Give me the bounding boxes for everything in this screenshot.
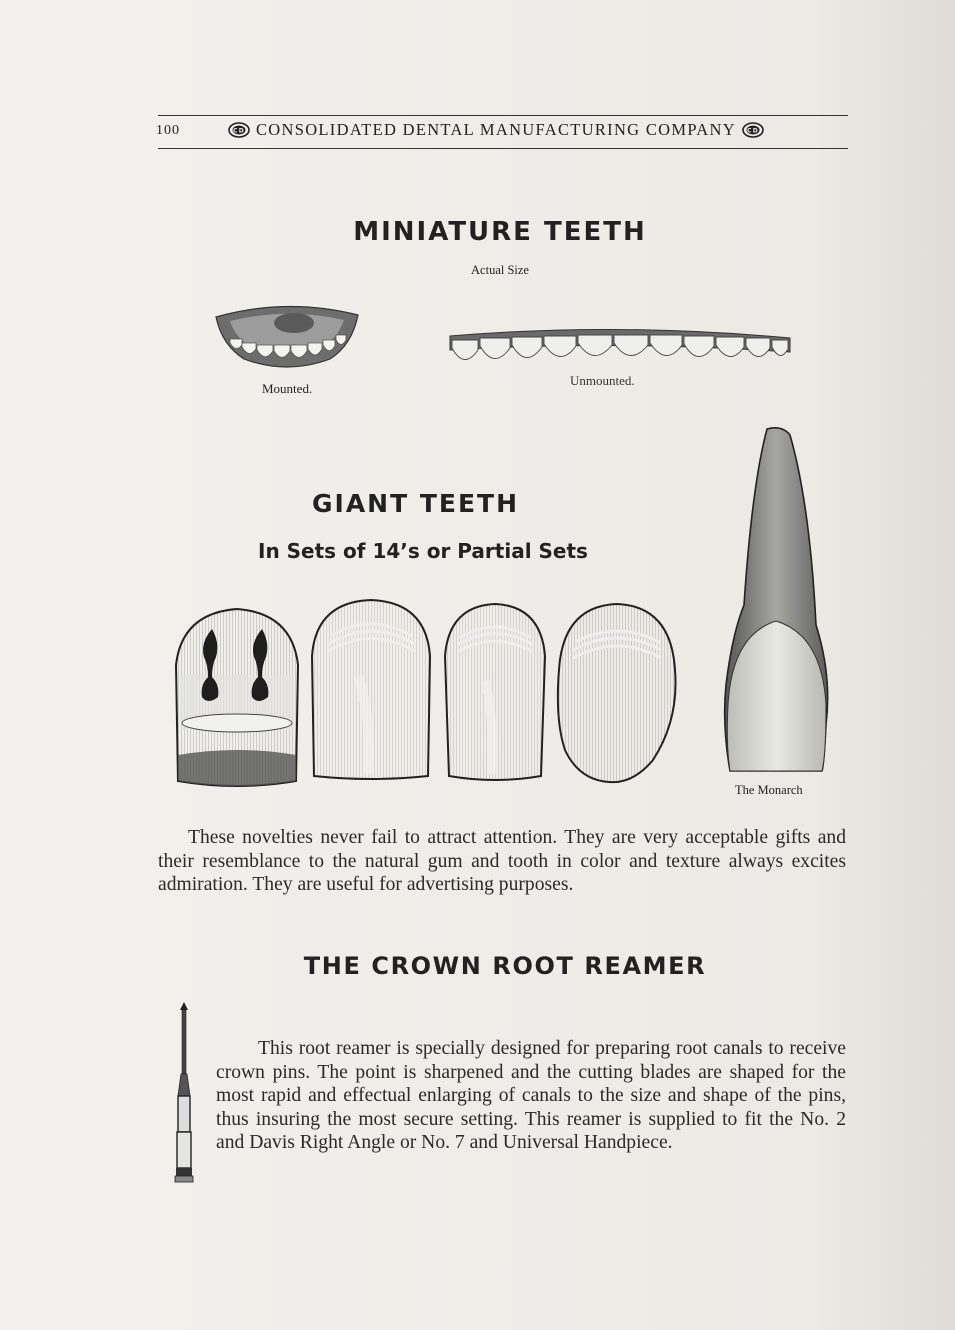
company-name: CONSOLIDATED DENTAL MANUFACTURING COMPANY [256,120,736,139]
giant-teeth-title: GIANT TEETH [312,489,520,518]
svg-text:CD: CD [746,127,759,135]
header-bottom-rule [158,148,848,149]
giant-teeth-subtitle: In Sets of 14’s or Partial Sets [258,539,588,563]
miniature-teeth-title: MINIATURE TEETH [353,217,647,247]
page-number: 100 [156,123,180,138]
mounted-label: Mounted. [262,381,313,396]
unmounted-teeth-illustration [446,322,794,372]
novelties-paragraph: These novelties never fail to attract attention. They are very acceptable gifts and their resemblance to the natural gum and tooth in color and texture always excites admiration. They are useful for advertising purposes. [158,827,846,895]
miniature-teeth-subtitle: Actual Size [471,263,529,277]
giant-tooth-front-view-lateral [441,600,549,784]
monarch-label: The Monarch [735,783,803,797]
running-head [228,120,778,140]
root-reamer-icon [171,1000,197,1186]
giant-tooth-front-view-canine [553,600,681,786]
header-top-rule [158,115,848,116]
monarch-tooth-illustration [722,425,832,775]
reamer-paragraph: This root reamer is specially designed for preparing root canals to receive crown pins. The point is sharpened and the cutting blades are shaped for the most rapid and effectual enlarging of canals to the size and shape of the pins, thus insuring the most secure setting. This reamer is supplied to fit the No. 2 and Davis Right Angle or No. 7 and Universal Handpiece. [216,1038,846,1153]
cdm-monogram-icon [742,122,764,138]
mounted-denture-illustration [212,305,362,375]
giant-tooth-front-view-central [308,596,434,784]
crown-root-reamer-title: THE CROWN ROOT REAMER [303,952,707,980]
svg-text:CD: CD [233,127,245,135]
cdm-monogram-icon [228,122,250,138]
giant-tooth-back-view [172,605,302,790]
unmounted-label: Unmounted. [570,373,635,388]
